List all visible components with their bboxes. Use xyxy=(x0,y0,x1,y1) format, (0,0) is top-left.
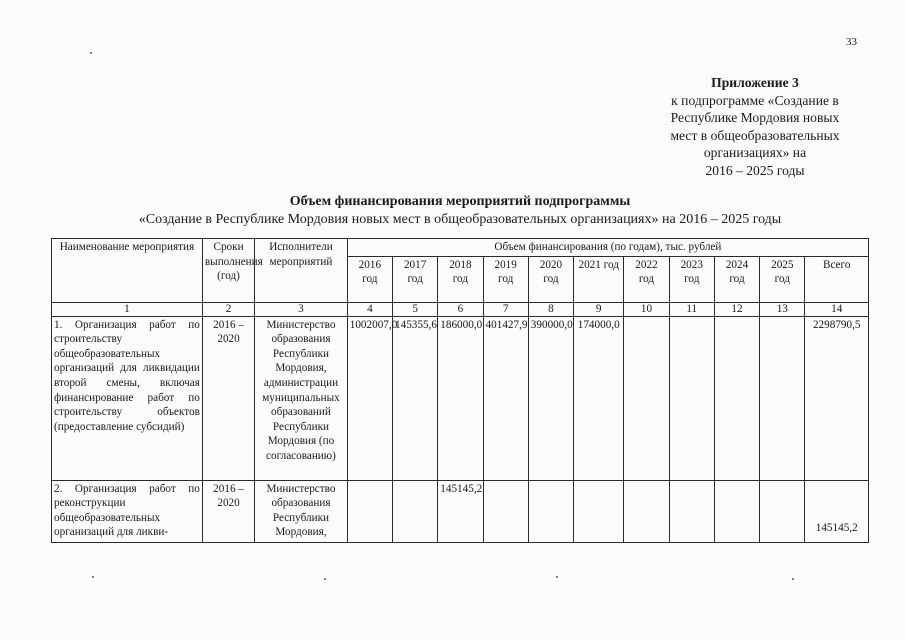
value-2021: 174000,0 xyxy=(574,316,624,480)
column-number: 11 xyxy=(669,302,714,316)
header-name: Наименование мероприятия xyxy=(52,239,203,303)
column-number: 10 xyxy=(624,302,669,316)
column-number: 8 xyxy=(528,302,573,316)
appendix-line: мест в общеобразовательных xyxy=(670,127,840,143)
measure-period: 2016 – 2020 xyxy=(202,316,254,480)
column-number: 14 xyxy=(805,302,869,316)
value-2017 xyxy=(393,480,438,542)
header-row xyxy=(52,239,869,257)
table-row xyxy=(52,480,869,542)
value-2018: 186000,0 xyxy=(438,316,483,480)
value-2019: 401427,9 xyxy=(483,316,528,480)
value-2016: 1002007,0 xyxy=(347,316,392,480)
appendix-block xyxy=(640,74,870,180)
appendix-line: 2016 – 2025 годы xyxy=(705,162,805,178)
column-number: 9 xyxy=(574,302,624,316)
measure-name: 2. Организация работ по реконструкции общеобразовательных организаций для ликви- xyxy=(52,480,203,542)
appendix-heading: Приложение 3 xyxy=(711,75,799,90)
column-number: 2 xyxy=(202,302,254,316)
value-2018: 145145,2 xyxy=(438,480,483,542)
value-2020: 390000,0 xyxy=(528,316,573,480)
column-number: 5 xyxy=(393,302,438,316)
column-number-row xyxy=(52,302,869,316)
header-year: 2018 год xyxy=(438,256,483,302)
header-year: 2024 год xyxy=(714,256,759,302)
header-financing: Объем финансирования (по годам), тыс. рублей xyxy=(347,239,868,257)
header-year: 2025 год xyxy=(760,256,805,302)
value-2025 xyxy=(760,316,805,480)
value-2022 xyxy=(624,316,669,480)
header-year: 2016 год xyxy=(347,256,392,302)
financing-table xyxy=(51,238,869,543)
title-line-2: «Создание в Республике Мордовия новых мест в общеобразовательных организациях» на 2016 – 2025 годы xyxy=(138,212,782,227)
column-number: 6 xyxy=(438,302,483,316)
value-2022 xyxy=(624,480,669,542)
scan-speck xyxy=(324,578,326,580)
value-2019 xyxy=(483,480,528,542)
value-2023 xyxy=(669,480,714,542)
column-number: 7 xyxy=(483,302,528,316)
appendix-line: организациях» на xyxy=(703,145,807,161)
table-row xyxy=(52,316,869,480)
column-number: 4 xyxy=(347,302,392,316)
value-2024 xyxy=(714,480,759,542)
value-2016 xyxy=(347,480,392,542)
header-year: 2021 год xyxy=(574,256,624,302)
document-title xyxy=(40,193,880,229)
value-2020 xyxy=(528,480,573,542)
measure-executors: Министерство образования Республики Мордовия, xyxy=(255,480,348,542)
column-number: 12 xyxy=(714,302,759,316)
header-year: 2017 год xyxy=(393,256,438,302)
title-line-1: Объем финансирования мероприятий подпрограммы xyxy=(289,194,631,209)
header-executors: Исполнители мероприятий xyxy=(255,239,348,303)
value-total: 2298790,5 xyxy=(805,316,869,480)
scan-speck xyxy=(556,576,558,578)
header-year: 2019 год xyxy=(483,256,528,302)
header-period: Сроки выполнения (год) xyxy=(202,239,254,303)
measure-period: 2016 – 2020 xyxy=(202,480,254,542)
value-2021 xyxy=(574,480,624,542)
value-2024 xyxy=(714,316,759,480)
appendix-line: Республике Мордовия новых xyxy=(670,110,840,126)
page-number: 33 xyxy=(846,36,857,48)
value-2017: 145355,6 xyxy=(393,316,438,480)
scan-speck xyxy=(92,576,94,578)
value-2023 xyxy=(669,316,714,480)
value-total: 145145,2 xyxy=(805,480,869,542)
value-2025 xyxy=(760,480,805,542)
header-total: Всего xyxy=(805,256,869,302)
scan-speck xyxy=(90,52,92,54)
measure-executors: Министерство образования Республики Мордовия, администрации муниципальных образований Республики Мордовия (по согласованию) xyxy=(255,316,348,480)
column-number: 13 xyxy=(760,302,805,316)
column-number: 1 xyxy=(52,302,203,316)
header-year: 2022 год xyxy=(624,256,669,302)
scan-speck xyxy=(792,578,794,580)
appendix-line: к подпрограмме «Создание в xyxy=(671,92,839,108)
header-year: 2023 год xyxy=(669,256,714,302)
column-number: 3 xyxy=(255,302,348,316)
header-year: 2020 год xyxy=(528,256,573,302)
measure-name: 1. Организация работ по строительству общеобразовательных организаций для ликвидации второй смены, включая финансирование работ по строительству объектов (предоставление субсидий) xyxy=(52,316,203,480)
